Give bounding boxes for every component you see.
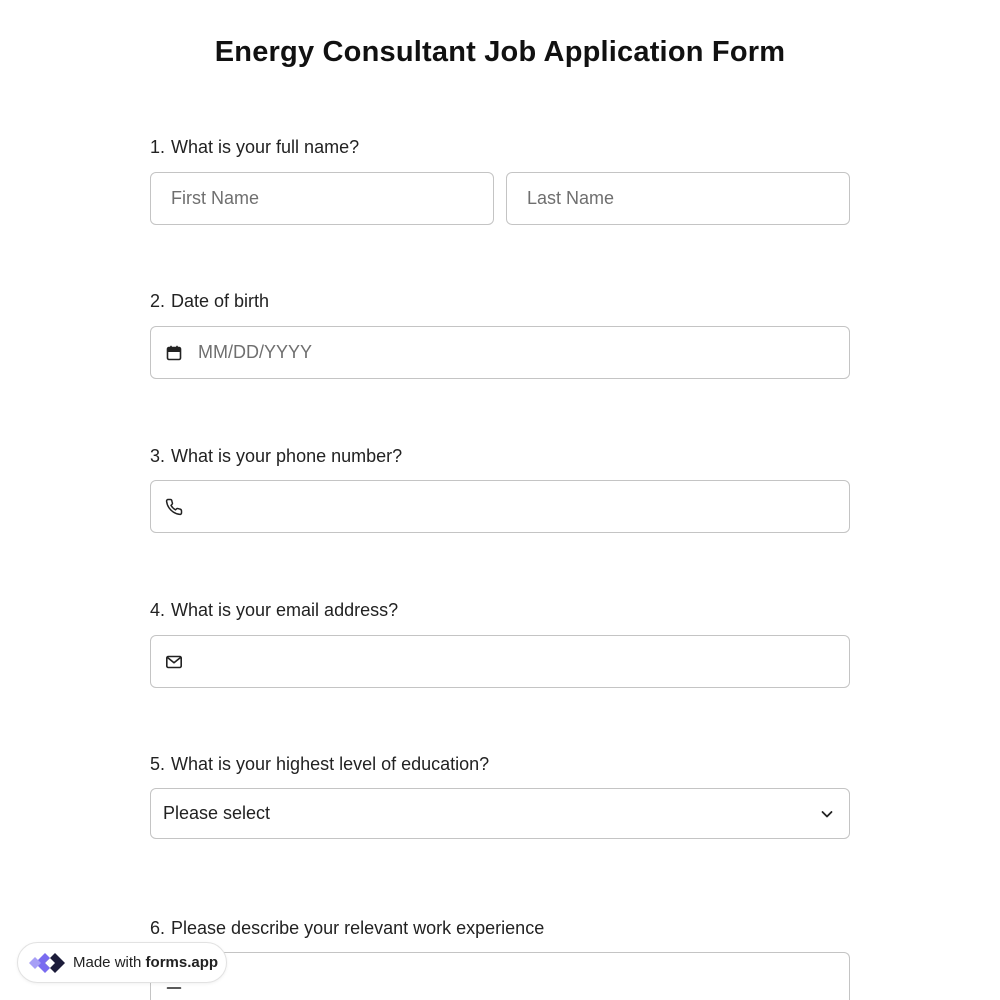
question-label [150,752,850,776]
question-number: 2. [150,291,166,311]
question-label [150,916,850,940]
mail-icon [165,653,183,671]
question-text: What is your phone number? [171,446,403,466]
education-select-value: Please select [163,803,271,823]
question-number: 3. [150,446,166,466]
question-text: Please describe your relevant work experience [171,918,545,938]
question-number: 6. [150,918,166,938]
question-text: What is your email address? [171,600,399,620]
question-phone-number [150,444,850,536]
question-text: What is your highest level of education? [171,754,490,774]
phone-number-field[interactable] [150,480,850,533]
calendar-icon [165,344,183,362]
chevron-down-icon [819,806,835,822]
made-with-forms-app-badge[interactable] [17,942,227,983]
badge-prefix: Made with [73,954,142,971]
question-text: Date of birth [171,291,270,311]
question-number: 1. [150,137,166,157]
phone-number-input[interactable] [198,481,838,532]
badge-brand: forms.app [145,954,219,971]
form-title: Energy Consultant Job Application Form [214,36,786,68]
work-experience-textarea[interactable] [150,952,850,1000]
question-date-of-birth [150,289,850,381]
badge-text [73,943,218,983]
date-of-birth-input[interactable] [198,327,838,378]
last-name-field[interactable] [506,172,850,225]
education-level-select[interactable] [150,788,850,839]
question-label [150,135,850,159]
last-name-input[interactable] [527,173,837,224]
question-work-experience [150,916,850,1000]
email-address-input[interactable] [198,636,838,687]
phone-icon [165,498,183,516]
question-text: What is your full name? [171,137,360,157]
date-of-birth-field[interactable] [150,326,850,379]
question-email-address [150,598,850,690]
question-number: 4. [150,600,166,620]
question-label [150,598,850,622]
first-name-field[interactable] [150,172,494,225]
question-education-level [150,752,850,842]
question-label [150,289,850,313]
question-full-name [150,135,850,227]
first-name-input[interactable] [171,173,481,224]
question-number: 5. [150,754,166,774]
email-address-field[interactable] [150,635,850,688]
question-label [150,444,850,468]
forms-app-logo [26,946,68,980]
